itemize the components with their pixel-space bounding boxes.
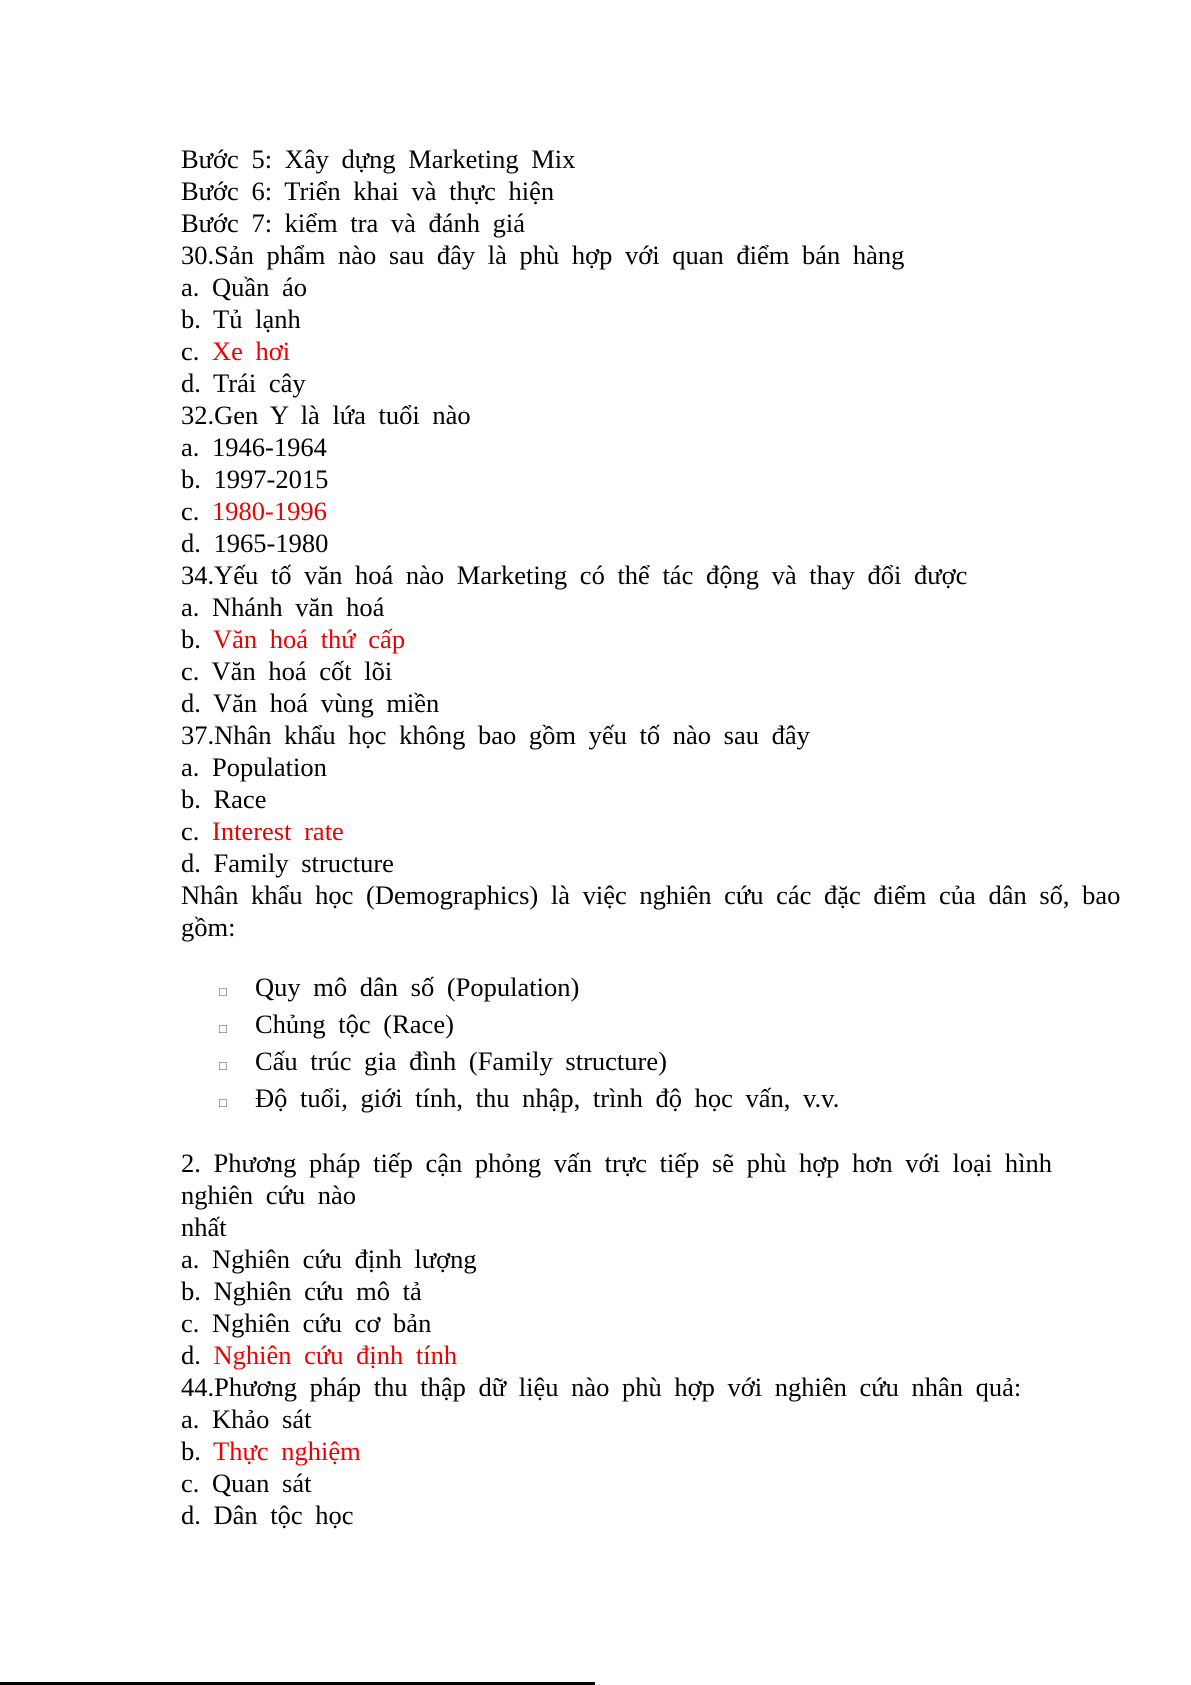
option-34-a: a. Nhánh văn hoá (181, 592, 385, 622)
option-32-a: a. 1946-1964 (181, 432, 327, 462)
correct-answer: Văn hoá thứ cấp (213, 624, 406, 654)
option-text: Dân tộc học (213, 1500, 354, 1530)
correct-answer: Thực nghiệm (213, 1436, 361, 1466)
bullet-item: □ Độ tuổi, giới tính, thu nhập, trình độ học vấn, v.v. (219, 1082, 1121, 1119)
option-37-c-correct: c. Interest rate (181, 816, 344, 846)
option-44-a: a. Khảo sát (181, 1404, 312, 1434)
option-32-d: d. 1965-1980 (181, 528, 329, 558)
option-30-b: b. Tủ lạnh (181, 304, 301, 334)
document-body (181, 143, 1121, 1531)
option-text: Văn hoá vùng miền (213, 688, 440, 718)
option-30-c-correct: c. Xe hơi (181, 336, 291, 366)
bullet-icon: □ (219, 1095, 227, 1110)
bullet-icon: □ (219, 984, 227, 999)
option-37-b: b. Race (181, 784, 267, 814)
option-32-b: b. 1997-2015 (181, 464, 329, 494)
correct-answer: 1980-1996 (212, 496, 327, 526)
option-text: Nghiên cứu định lượng (212, 1244, 477, 1274)
option-text: Quần áo (212, 272, 308, 302)
option-2-a: a. Nghiên cứu định lượng (181, 1244, 477, 1274)
spacer (181, 943, 1121, 971)
correct-answer: Xe hơi (212, 336, 291, 366)
option-text: Nghiên cứu cơ bản (212, 1308, 432, 1338)
option-44-c: c. Quan sát (181, 1468, 312, 1498)
question-30: 30.Sản phẩm nào sau đây là phù hợp với quan điểm bán hàng (181, 240, 905, 270)
option-34-b-correct: b. Văn hoá thứ cấp (181, 624, 406, 654)
step-6: Bước 6: Triển khai và thực hiện (181, 176, 555, 206)
option-text: 1946-1964 (212, 432, 327, 462)
option-text: Nhánh văn hoá (212, 592, 385, 622)
question-34: 34.Yếu tố văn hoá nào Marketing có thể tác động và thay đổi được (181, 560, 968, 590)
bullet-item: □ Chủng tộc (Race) (219, 1008, 1121, 1045)
step-7: Bước 7: kiểm tra và đánh giá (181, 208, 526, 238)
option-34-c: c. Văn hoá cốt lõi (181, 656, 393, 686)
option-text: Trái cây (213, 368, 306, 398)
question-32: 32.Gen Y là lứa tuổi nào (181, 400, 471, 430)
option-text: Race (213, 784, 267, 814)
option-text: Tủ lạnh (213, 304, 301, 334)
option-32-c-correct: c. 1980-1996 (181, 496, 327, 526)
option-2-d-correct: d. Nghiên cứu định tính (181, 1340, 458, 1370)
option-44-b-correct: b. Thực nghiệm (181, 1436, 361, 1466)
question-44: 44.Phương pháp thu thập dữ liệu nào phù hợp với nghiên cứu nhân quả: (181, 1372, 1022, 1402)
bullet-item: □ Quy mô dân số (Population) (219, 971, 1121, 1008)
bullet-item: □ Cấu trúc gia đình (Family structure) (219, 1045, 1121, 1082)
option-37-a: a. Population (181, 752, 327, 782)
correct-answer: Nghiên cứu định tính (213, 1340, 458, 1370)
option-2-b: b. Nghiên cứu mô tả (181, 1276, 422, 1306)
question-37: 37.Nhân khẩu học không bao gồm yếu tố nào sau đây (181, 720, 810, 750)
option-text: Văn hoá cốt lõi (211, 656, 393, 686)
option-text: Family structure (213, 848, 394, 878)
option-text: 1965-1980 (213, 528, 329, 558)
option-44-d: d. Dân tộc học (181, 1500, 354, 1530)
option-2-c: c. Nghiên cứu cơ bản (181, 1308, 432, 1338)
option-34-d: d. Văn hoá vùng miền (181, 688, 440, 718)
correct-answer: Interest rate (212, 816, 344, 846)
option-text: Quan sát (212, 1468, 312, 1498)
bullet-icon: □ (219, 1021, 227, 1036)
spacer (181, 1119, 1121, 1147)
question-2-line-2: nghiên cứu nào (181, 1180, 357, 1210)
option-text: Nghiên cứu mô tả (213, 1276, 422, 1306)
question-2-line-1: 2. Phương pháp tiếp cận phỏng vấn trực tiếp sẽ phù hợp hơn với loại hình (181, 1148, 1053, 1178)
option-text: Khảo sát (212, 1404, 312, 1434)
option-text: 1997-2015 (213, 464, 329, 494)
explanation-paragraph: Nhân khẩu học (Demographics) là việc nghiên cứu các đặc điểm của dân số, bao gồm: (181, 880, 1121, 942)
step-5: Bước 5: Xây dựng Marketing Mix (181, 144, 576, 174)
option-text: Population (212, 752, 327, 782)
bullet-icon: □ (219, 1058, 227, 1073)
question-2-line-3: nhất (181, 1212, 227, 1242)
option-37-d: d. Family structure (181, 848, 394, 878)
option-30-d: d. Trái cây (181, 368, 306, 398)
option-30-a: a. Quần áo (181, 272, 308, 302)
bullet-list (219, 971, 1121, 1119)
